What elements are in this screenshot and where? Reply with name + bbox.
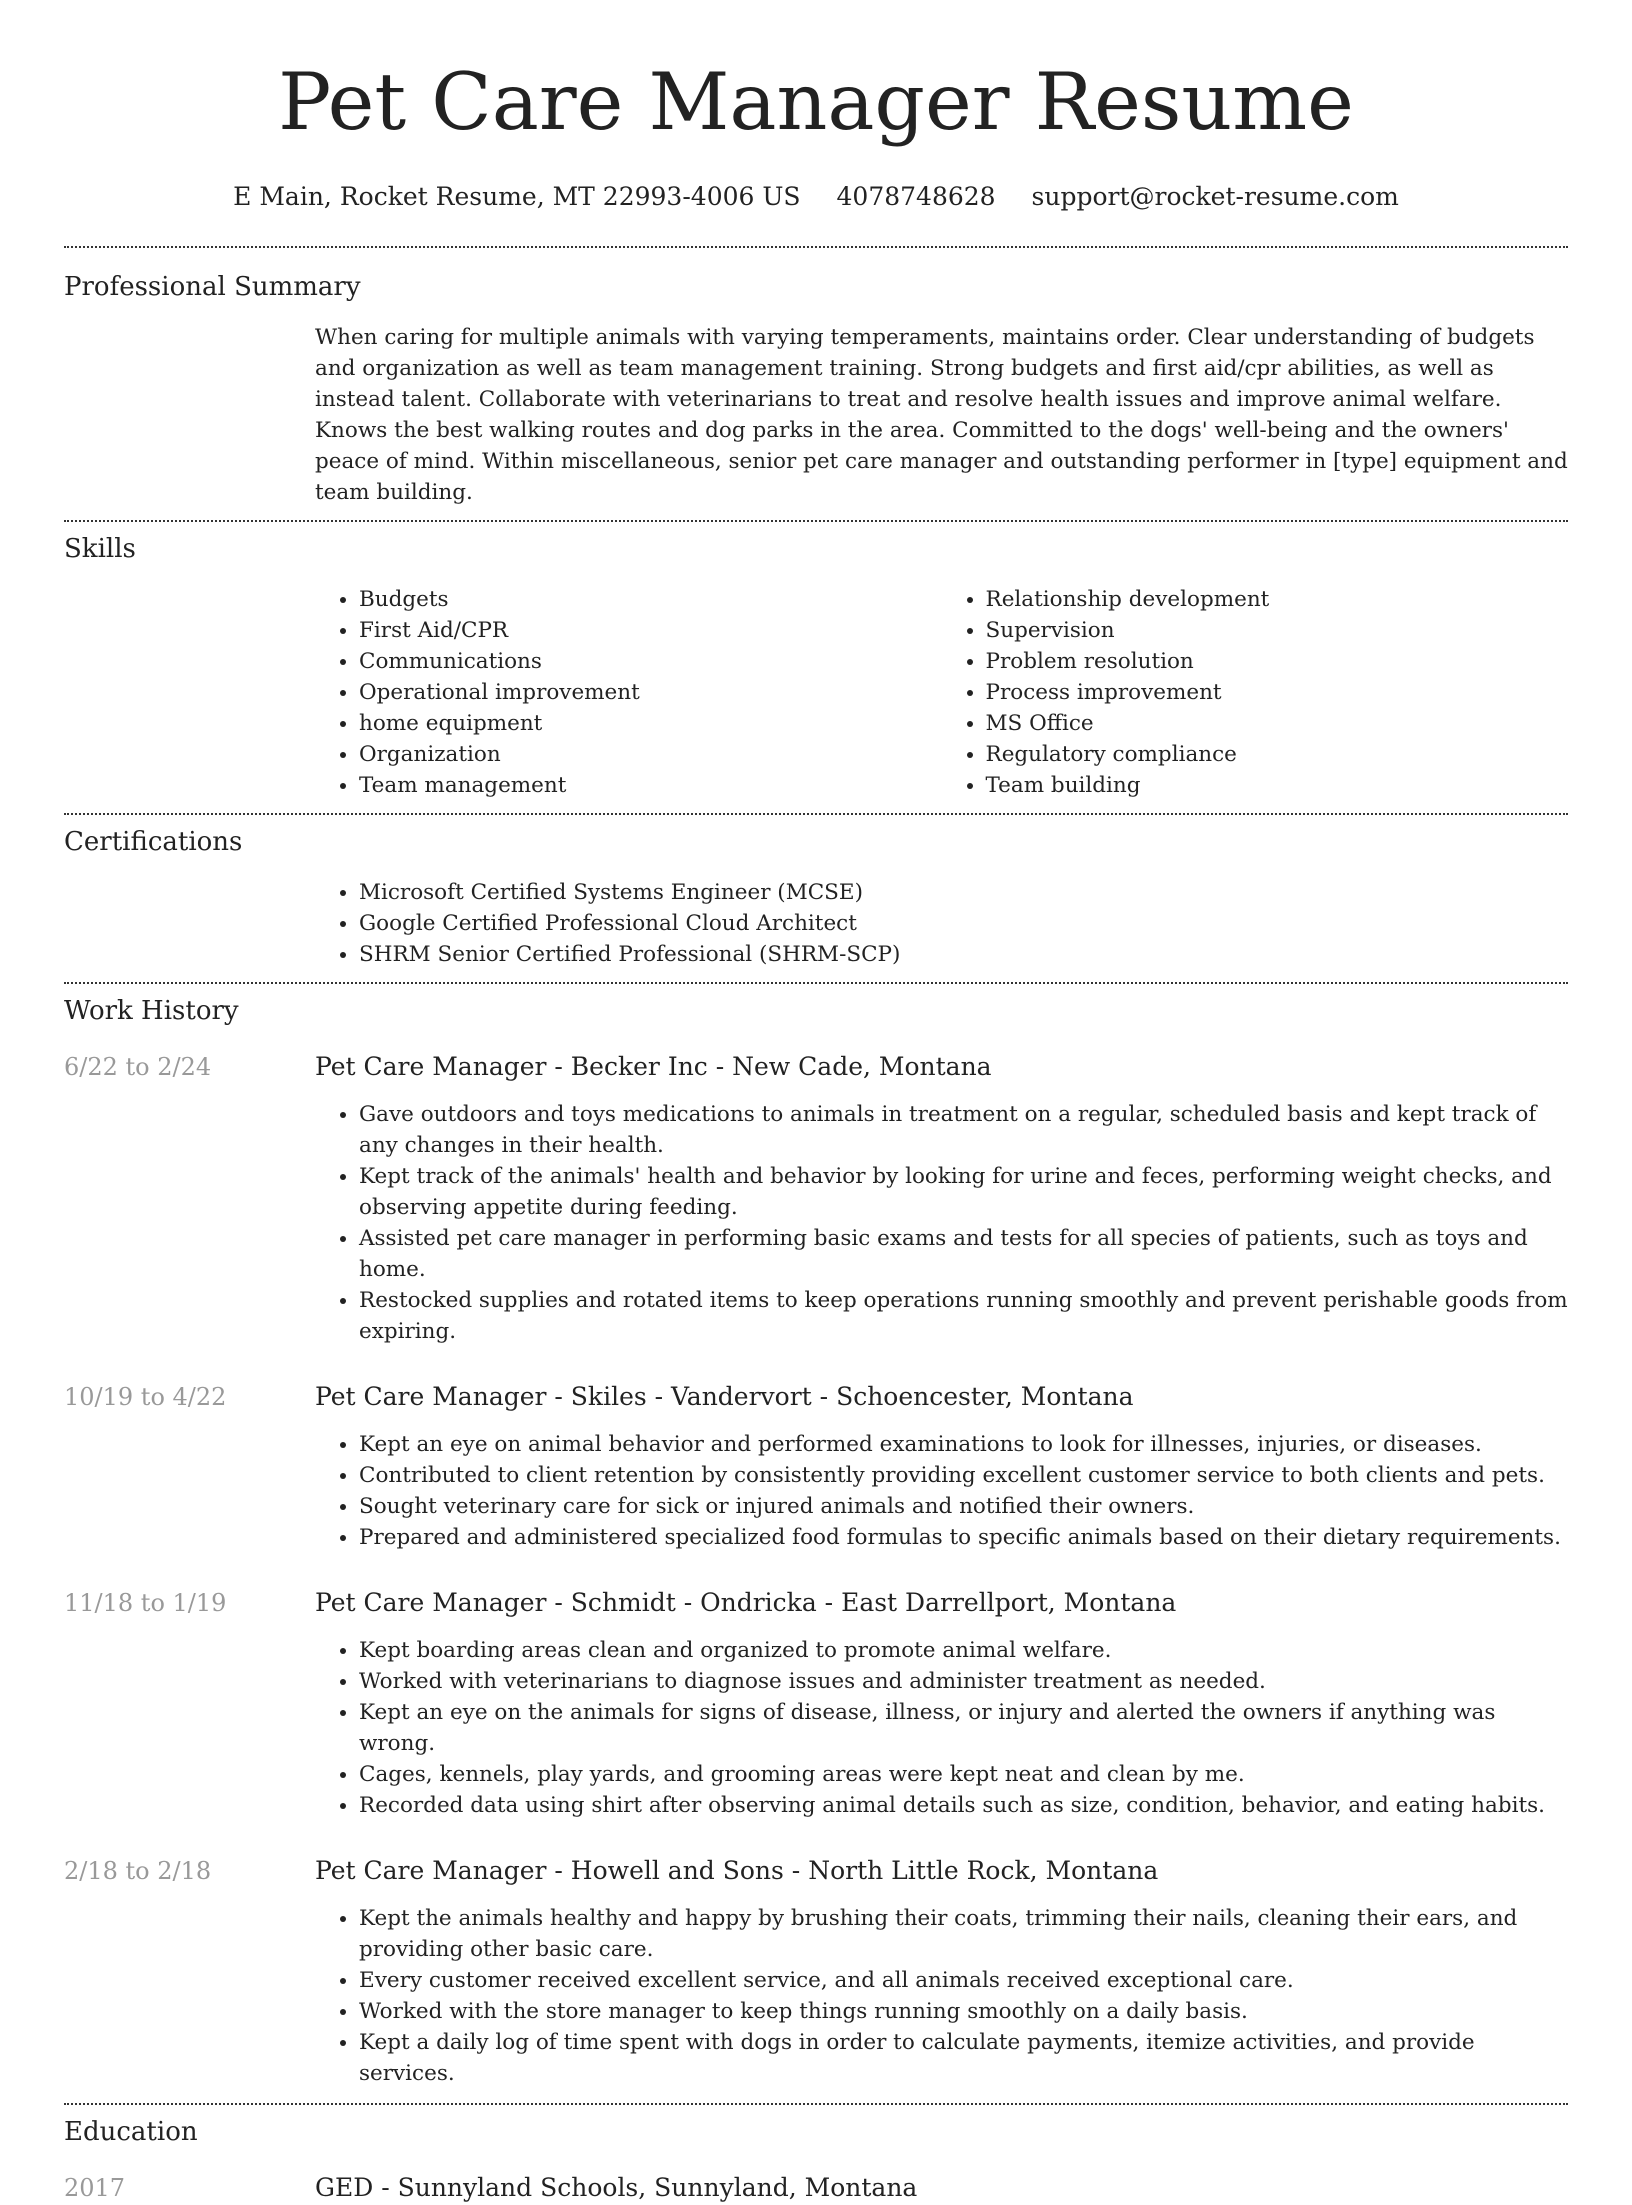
job-bullet: • Cages, kennels, play yards, and grooming areas were kept neat and clean by me. [359,1759,1568,1790]
education-section [64,2105,1568,2205]
job-dates: 10/19 to 4/22 [64,1383,227,1411]
job-bullet: • Gave outdoors and toys medications to animals in treatment on a regular, scheduled basis and kept track of any changes in their health. [359,1099,1568,1161]
contact-address: E Main, Rocket Resume, MT 22993-4006 US [233,182,801,211]
certifications-section [64,815,1568,982]
skill-item: • First Aid/CPR [359,615,942,646]
job-title: Pet Care Manager - Becker Inc - New Cade, Montana [315,1052,992,1081]
skill-item: • home equipment [359,708,942,739]
skill-item: • Team management [359,770,942,801]
skill-item: • Regulatory compliance [986,739,1569,770]
job-bullets [315,1903,1568,2089]
education-entry [64,2171,1568,2205]
work-history-section [64,984,1568,2103]
job-bullet: • Assisted pet care manager in performing basic exams and tests for all species of patients, such as toys and home. [359,1223,1568,1285]
job-dates: 6/22 to 2/24 [64,1053,212,1081]
summary-section [64,248,1568,520]
job-bullet: • Restocked supplies and rotated items to keep operations running smoothly and prevent perishable goods from expiring. [359,1285,1568,1347]
certification-item: • SHRM Senior Certified Professional (SHRM-SCP) [359,939,1568,970]
skills-section [64,522,1568,813]
skill-item: • Supervision [986,615,1569,646]
skill-item: • Problem resolution [986,646,1569,677]
certifications-list [315,877,1568,970]
job-bullet: • Every customer received excellent service, and all animals received exceptional care. [359,1965,1568,1996]
certification-item: • Google Certified Professional Cloud Architect [359,908,1568,939]
education-title: GED - Sunnyland Schools, Sunnyland, Montana [315,2173,918,2202]
skill-item: • Relationship development [986,584,1569,615]
job-bullet: • Prepared and administered specialized food formulas to specific animals based on their dietary requirements. [359,1522,1568,1553]
job-bullet: • Kept an eye on the animals for signs of disease, illness, or injury and alerted the owners if anything was wrong. [359,1697,1568,1759]
skills-list-right [942,584,1569,801]
certification-item: • Microsoft Certified Systems Engineer (MCSE) [359,877,1568,908]
job-bullet: • Recorded data using shirt after observing animal details such as size, condition, behavior, and eating habits. [359,1790,1568,1821]
job-bullet: • Kept boarding areas clean and organized to promote animal welfare. [359,1635,1568,1666]
skill-item: • Communications [359,646,942,677]
job-bullet: • Worked with the store manager to keep things running smoothly on a daily basis. [359,1996,1568,2027]
section-heading-skills: Skills [64,534,136,564]
job-bullet: • Kept track of the animals' health and behavior by looking for urine and feces, performing weight checks, and observing appetite during feeding. [359,1161,1568,1223]
job-dates: 11/18 to 1/19 [64,1589,227,1617]
job-entry [64,1854,1568,2103]
job-bullet: • Contributed to client retention by consistently providing excellent customer service to both clients and pets. [359,1460,1568,1491]
contact-email: support@rocket-resume.com [1031,182,1399,211]
skill-item: • MS Office [986,708,1569,739]
contact-phone: 4078748628 [836,182,996,211]
job-entry [64,1586,1568,1821]
job-dates: 2/18 to 2/18 [64,1857,212,1885]
education-dates: 2017 [64,2174,126,2202]
job-bullet: • Worked with veterinarians to diagnose issues and administer treatment as needed. [359,1666,1568,1697]
section-heading-certifications: Certifications [64,827,243,857]
skill-item: • Operational improvement [359,677,942,708]
job-bullet: • Kept a daily log of time spent with dogs in order to calculate payments, itemize activities, and provide services. [359,2027,1568,2089]
job-bullet: • Sought veterinary care for sick or injured animals and notified their owners. [359,1491,1568,1522]
job-title: Pet Care Manager - Skiles - Vandervort - Schoencester, Montana [315,1382,1134,1411]
job-bullet: • Kept the animals healthy and happy by brushing their coats, trimming their nails, cleaning their ears, and providing other basic care. [359,1903,1568,1965]
job-bullets [315,1635,1568,1821]
job-title: Pet Care Manager - Howell and Sons - North Little Rock, Montana [315,1856,1159,1885]
summary-text: When caring for multiple animals with varying temperaments, maintains order. Clear understanding of budgets and organization as well as team management training. Strong budgets and first aid/cpr abilities, as well as instead talent. Collaborate with veterinarians to treat and resolve health issues and improve animal welfare. Knows the best walking routes and dog parks in the area. Committed to the dogs' well-being and the owners' peace of mind. Within miscellaneous, senior pet care manager and outstanding performer in [type] equipment and team building. [315,325,1568,505]
job-bullets [315,1099,1568,1347]
resume-title: Pet Care Manager Resume [278,56,1354,148]
job-entry [64,1050,1568,1347]
skill-item: • Team building [986,770,1569,801]
job-entry [64,1380,1568,1553]
skill-item: • Organization [359,739,942,770]
section-heading-summary: Professional Summary [64,272,361,302]
job-title: Pet Care Manager - Schmidt - Ondricka - East Darrellport, Montana [315,1588,1177,1617]
job-bullets [315,1429,1568,1553]
section-heading-education: Education [64,2117,198,2147]
section-heading-work-history: Work History [64,996,239,1026]
contact-line [64,182,1568,212]
skill-item: • Budgets [359,584,942,615]
skill-item: • Process improvement [986,677,1569,708]
skills-list-left [315,584,942,801]
job-bullet: • Kept an eye on animal behavior and performed examinations to look for illnesses, injuries, or diseases. [359,1429,1568,1460]
